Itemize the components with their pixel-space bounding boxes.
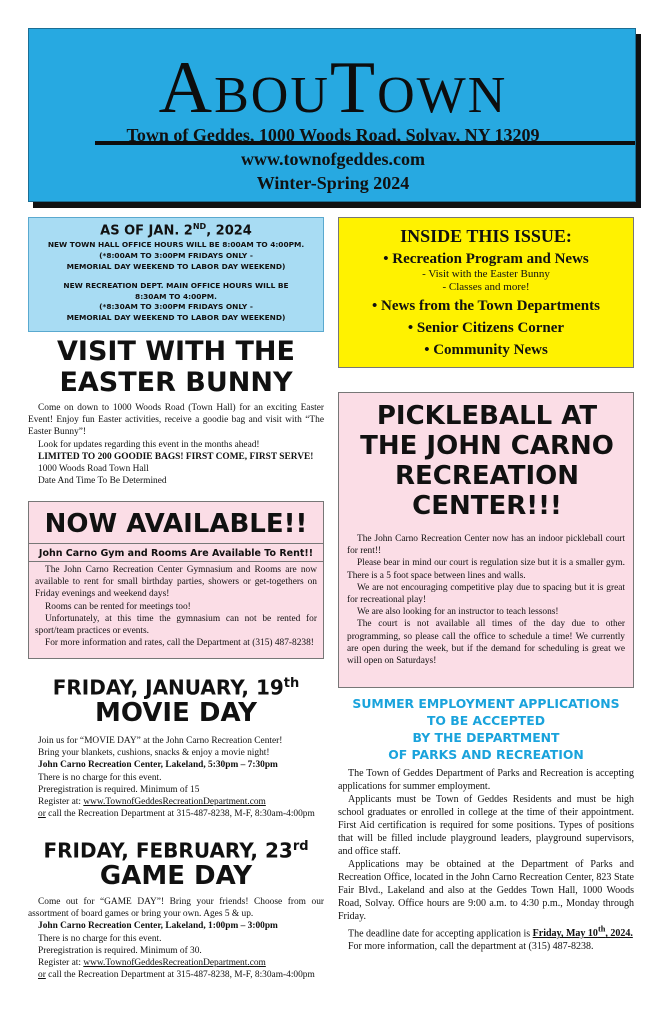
pickleball-heading: PICKLEBALL AT THE JOHN CARNO RECREATION CENTER!!!	[360, 401, 614, 521]
now-available-body: The John Carno Recreation Center Gymnasium and Rooms are now available to rent for small birthday parties, showers or get-togethers on Friday evenings and weekend days! Rooms can be rented for meetings too! Unfortunately, at this time the gymnasium can not be rented for sport/team practices or events. For more information and rates, call the Department at (315) 487-8238!	[35, 565, 317, 649]
town-hall-hours: NEW TOWN HALL OFFICE HOURS WILL BE 8:00AM TO 4:00PM. (*8:00AM TO 3:00PM FRIDAYS ONLY - MEMORIAL DAY WEEKEND TO LABOR DAY WEEKEND) NEW RECREATION DEPT. MAIN OFFICE HOURS WILL BE 8:30AM TO 4:00PM. (*8:30AM TO 3:00PM FRIDAYS ONLY - MEMORIAL DAY WEEKEND TO LABOR DAY WEEKEND)	[47, 240, 305, 322]
movie-day-date: FRIDAY, JANUARY, 19th	[52, 675, 300, 700]
easter-heading: VISIT WITH THE EASTER BUNNY	[57, 336, 295, 398]
summer-employment-body: The Town of Geddes Department of Parks and Recreation is accepting applications for summer employment. Applicants must be Town of Geddes Residents and must be high school graduates or enrolled in college at the time of their appointment. First Aid certification is required for some positions. Types of positions that will be filled include playground leaders, playground supervisors, and office staff. Applications may be obtained at the Department of Parks and Recreation Office, located in the John Carno Recreation Center, 823 State Fair Blvd., Lakeland and also at the Geddes Town Hall, 1000 Woods Road, Solvay. Office hours are 9:00 a.m. to 4:30 p.m., Monday through Friday. The deadline date for accepting application is Friday, May 10th, 2024. For more information, call the department at (315) 487-8238.	[338, 768, 634, 953]
movie-day-title: MOVIE DAY	[95, 698, 257, 728]
now-available-subheading: John Carno Gym and Rooms Are Available To Rent!!	[29, 545, 323, 562]
pickleball-body: The John Carno Recreation Center now has an indoor pickleball court for rent!! Please bear in mind our court is regulation size but it is a smaller gym. There is a 5 foot space between lines and walls. We are not encouraging competitive play due to spacing but it is great for recreational play! We are also looking for an instructor to teach lessons! The court is not available all times of the day due to other programming, so please call the office to schedule a time! We currently are open during the week, but if the demand for scheduling is great we will open on Saturdays!	[347, 534, 625, 667]
now-available-heading: NOW AVAILABLE!!	[29, 504, 323, 544]
easter-body: Come on down to 1000 Woods Road (Town Hall) for an exciting Easter Event! Enjoy fun Easter activities, receive a goodie bag and visit with “The Easter Bunny”! Look for updates regarding this event in the months ahead! LIMITED TO 200 GOODIE BAGS! FIRST COME, FIRST SERVE! 1000 Woods Road Town Hall Date And Time To Be Determined	[28, 403, 324, 487]
inside-this-issue: INSIDE THIS ISSUE: • Recreation Program and News - Visit with the Easter Bunny - Classes and more! • News from the Town Departments • Senior Citizens Corner • Community News	[338, 217, 634, 368]
masthead-edition: Winter-Spring 2024	[256, 173, 410, 193]
game-day-title: GAME DAY	[99, 861, 253, 891]
office-hours-notice	[28, 217, 324, 332]
game-day-body: Come out for “GAME DAY”! Bring your friends! Choose from our assortment of board games or bring your own. Ages 5 & up. John Carno Recreation Center, Lakeland, 1:00pm – 3:00pm There is no charge for this event. Preregistration is required. Minimum of 30. Register at: www.TownofGeddesRecreationDepartment.com or call the Recreation Department at 315-487-8238, M-F, 8:30am-4:00pm	[28, 897, 324, 981]
aboutown-logo: ABOUTOWN	[158, 47, 508, 129]
office-hours-heading: AS OF JAN. 2ND, 2024	[100, 222, 252, 239]
now-available-box	[28, 501, 324, 659]
movie-day-register-link[interactable]: www.TownofGeddesRecreationDepartment.com	[83, 797, 266, 808]
masthead-address: Town of Geddes, 1000 Woods Road, Solvay, NY 13209	[126, 125, 540, 145]
game-day-date: FRIDAY, FEBRUARY, 23rd	[43, 838, 309, 863]
masthead	[28, 28, 636, 202]
movie-day-body: Join us for “MOVIE DAY” at the John Carno Recreation Center! Bring your blankets, cushions, snacks & enjoy a movie night! John Carno Recreation Center, Lakeland, 5:30pm – 7:30pm There is no charge for this event. Preregistration is required. Minimum of 15 Register at: www.TownofGeddesRecreationDepartment.com or call the Recreation Department at 315-487-8238, M-F, 8:30am-4:00pm	[38, 736, 315, 820]
game-day-register-link[interactable]: www.TownofGeddesRecreationDepartment.com	[83, 958, 266, 969]
masthead-website: www.townofgeddes.com	[241, 149, 425, 169]
pickleball-box	[338, 392, 634, 688]
summer-employment-heading: SUMMER EMPLOYMENT APPLICATIONS TO BE ACCEPTED BY THE DEPARTMENT OF PARKS AND RECREATION	[352, 696, 620, 762]
